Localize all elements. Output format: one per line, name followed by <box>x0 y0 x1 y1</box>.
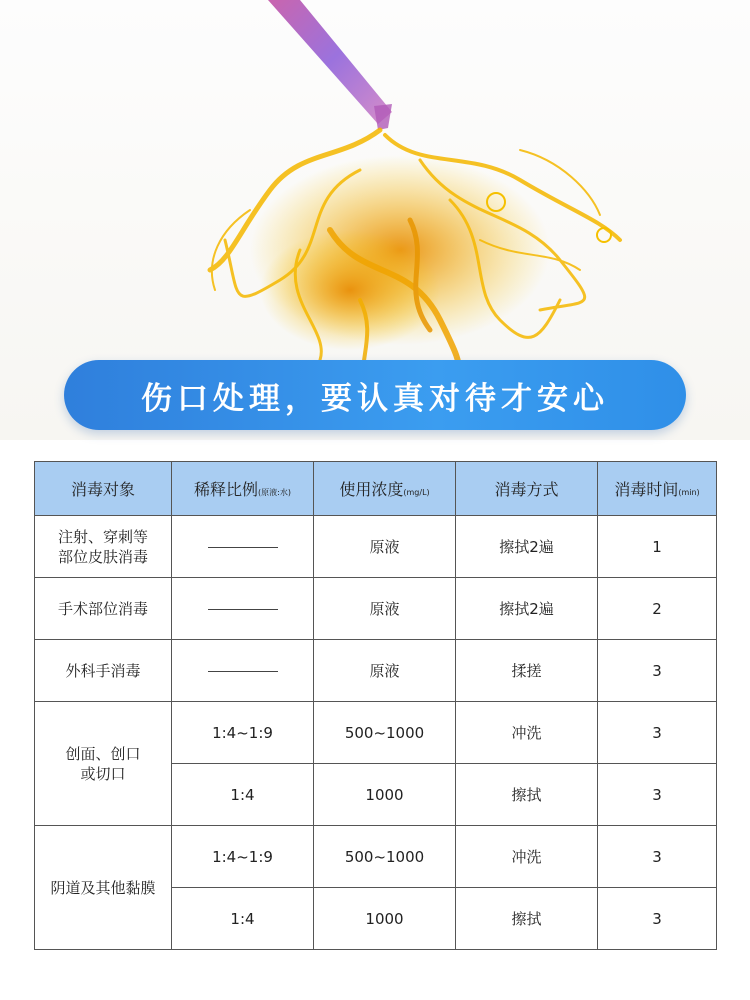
cell-target: 手术部位消毒 <box>35 578 172 640</box>
cell-method: 冲洗 <box>456 826 598 888</box>
dash-line <box>208 547 278 548</box>
cell-method: 擦拭2遍 <box>456 516 598 578</box>
banner <box>64 360 686 430</box>
cell-time: 2 <box>598 578 717 640</box>
cell-method: 冲洗 <box>456 702 598 764</box>
cell-concentration: 500~1000 <box>314 702 456 764</box>
cell-time: 3 <box>598 826 717 888</box>
cell-ratio: 1:4 <box>172 888 314 950</box>
cell-target: 阴道及其他黏膜 <box>35 826 172 950</box>
cell-target: 注射、穿刺等 部位皮肤消毒 <box>35 516 172 578</box>
cell-concentration: 原液 <box>314 516 456 578</box>
cell-time: 3 <box>598 888 717 950</box>
header-time: 消毒时间(min) <box>598 462 717 516</box>
table-row <box>35 702 717 764</box>
disinfection-table <box>34 461 717 950</box>
dash-line <box>208 609 278 610</box>
cell-ratio <box>172 516 314 578</box>
cell-ratio: 1:4 <box>172 764 314 826</box>
cell-concentration: 500~1000 <box>314 826 456 888</box>
table-row <box>35 826 717 888</box>
banner-title: 伤口处理，要认真对待才安心 <box>141 380 609 417</box>
table-row <box>35 578 717 640</box>
cell-target: 外科手消毒 <box>35 640 172 702</box>
table-header-row <box>35 462 717 516</box>
cell-ratio <box>172 640 314 702</box>
header-method: 消毒方式 <box>456 462 598 516</box>
cell-concentration: 原液 <box>314 640 456 702</box>
dash-line <box>208 671 278 672</box>
cell-target: 创面、创口 或切口 <box>35 702 172 826</box>
table-row <box>35 640 717 702</box>
cell-concentration: 原液 <box>314 578 456 640</box>
header-concentration: 使用浓度(mg/L) <box>314 462 456 516</box>
cell-concentration: 1000 <box>314 764 456 826</box>
cell-time: 3 <box>598 764 717 826</box>
header-ratio: 稀释比例(原液:水) <box>172 462 314 516</box>
cell-method: 擦拭 <box>456 764 598 826</box>
cell-concentration: 1000 <box>314 888 456 950</box>
cell-time: 1 <box>598 516 717 578</box>
cell-ratio <box>172 578 314 640</box>
cell-time: 3 <box>598 702 717 764</box>
cell-method: 擦拭2遍 <box>456 578 598 640</box>
header-target: 消毒对象 <box>35 462 172 516</box>
cell-method: 擦拭 <box>456 888 598 950</box>
cell-ratio: 1:4~1:9 <box>172 826 314 888</box>
cell-time: 3 <box>598 640 717 702</box>
cell-ratio: 1:4~1:9 <box>172 702 314 764</box>
table-row <box>35 516 717 578</box>
cell-method: 揉搓 <box>456 640 598 702</box>
